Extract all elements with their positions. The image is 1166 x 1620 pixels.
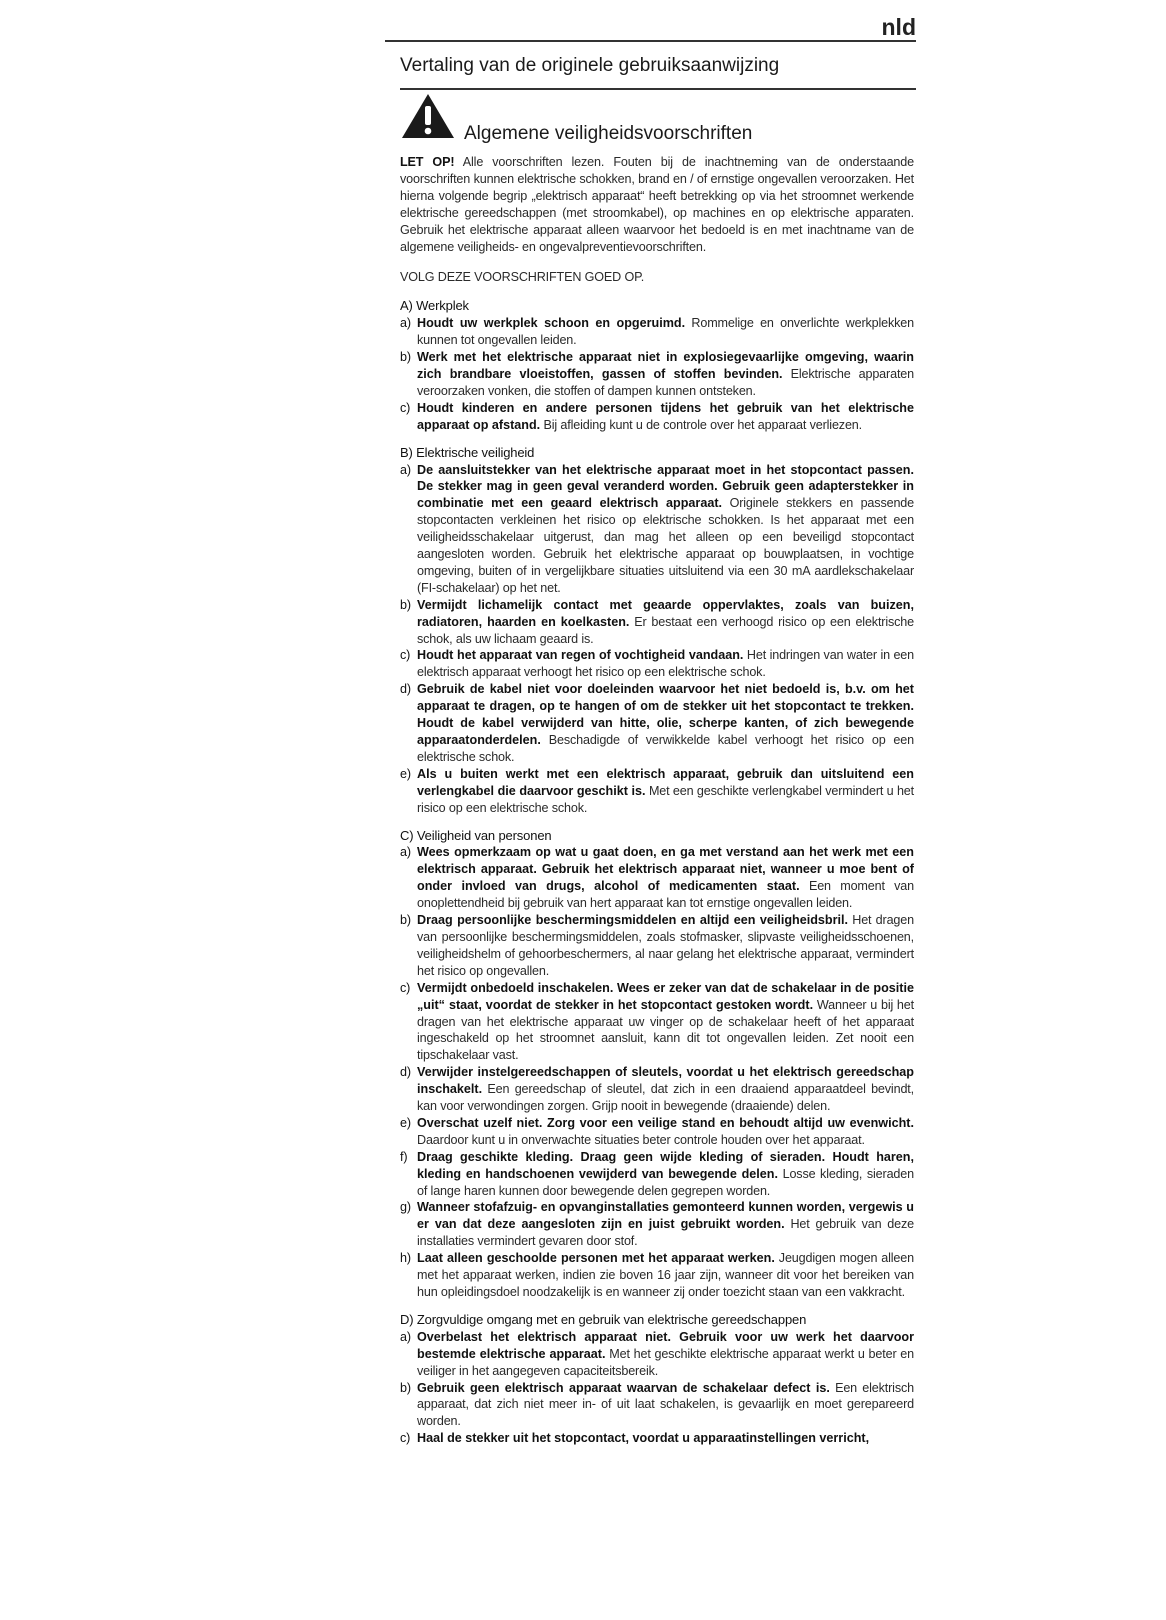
item-bold-text: Vermijdt onbedoeld inschakelen. Wees er zeker van dat de schakelaar in de positie „uit“ staat, voordat de stekker in het stopcontact gestoken wordt. <box>417 980 914 1012</box>
item-label: b) <box>400 597 411 612</box>
item-text <box>417 597 914 648</box>
section-title: D) Zorgvuldige omgang met en gebruik van elektrische gereedschappen <box>400 1311 807 1327</box>
list-item <box>400 1329 914 1380</box>
item-label: c) <box>400 400 411 415</box>
title-rule <box>400 88 916 90</box>
item-label: g) <box>400 1200 411 1215</box>
item-label: c) <box>400 980 411 995</box>
intro-warning: LET OP! <box>400 155 455 169</box>
item-text <box>417 1064 914 1115</box>
item-label: c) <box>400 648 411 663</box>
item-text <box>417 980 914 1065</box>
item-text <box>417 400 914 434</box>
item-text <box>417 315 914 349</box>
item-bold-text: Overschat uzelf niet. Zorg voor een veilige stand en behoudt altijd uw evenwicht. <box>417 1115 914 1130</box>
item-text <box>417 1329 914 1380</box>
item-label: c) <box>400 1431 411 1446</box>
section <box>400 1312 914 1447</box>
section-heading: Algemene veiligheidsvoorschriften <box>464 123 753 144</box>
sections-container <box>400 298 914 1447</box>
list-item <box>400 1149 914 1200</box>
item-label: d) <box>400 682 411 697</box>
item-text <box>417 462 914 597</box>
item-normal-text: Losse kleding, sieraden of lange haren kunnen door bewegende delen gegrepen worden. <box>417 1166 914 1198</box>
list-item <box>400 1199 914 1250</box>
item-bold-text: Gebruik de kabel niet voor doeleinden waarvoor het niet bedoeld is, b.v. om het apparaat te dragen, op te hangen of om de stekker uit het stopcontact te trekken. Houdt de kabel verwijderd van hitte, olie, scherpe kanten, of zich bewegende apparaatonderdelen. <box>417 682 914 747</box>
item-normal-text: Met het geschikte elektrische apparaat werkt u beter en veiliger in het aangegeven capaciteitsbereik. <box>417 1346 914 1378</box>
list-item <box>400 1115 914 1149</box>
item-label: f) <box>400 1149 408 1164</box>
warning-triangle-icon <box>400 92 456 140</box>
top-rule <box>385 40 916 42</box>
item-label: b) <box>400 350 411 365</box>
item-text <box>417 1430 914 1447</box>
item-label: a) <box>400 462 411 477</box>
item-normal-text: Het indringen van water in een elektrisch apparaat verhoogt het risico op een elektrische schok. <box>417 648 915 680</box>
item-normal-text: Rommelige en onverlichte werkplekken kunnen tot ongevallen leiden. <box>417 316 914 348</box>
item-normal-text: Het dragen van persoonlijke beschermingsmiddelen, zoals stofmasker, slipvaste veiligheidsschoenen, veiligheidshelm of gehoorbeschermers, al naar gelang het elektrische apparaat, vermindert het risico op ongevallen. <box>417 913 914 978</box>
item-bold-text: Wees opmerkzaam op wat u gaat doen, en ga met verstand aan het werk met een elektrisch apparaat. Gebruik het elektrisch apparaat niet, wanneer u moe bent of onder invloed van drugs, alcohol of medicamenten staat. <box>417 845 914 894</box>
item-normal-text: Met een geschikte verlengkabel vermindert u het risico op een elektrische schok. <box>417 783 914 815</box>
item-text <box>417 681 914 766</box>
item-label: e) <box>400 766 411 781</box>
list-item <box>400 597 914 648</box>
item-bold-text: De aansluitstekker van het elektrische apparaat moet in het stopcontact passen. De stekker mag in geen geval veranderd worden. Gebruik geen adapterstekker in combinatie met een geaard elektrisch apparaat. <box>417 462 914 511</box>
list-item <box>400 844 914 912</box>
item-label: a) <box>400 1329 411 1344</box>
item-text <box>417 844 914 912</box>
list-item <box>400 681 914 766</box>
item-bold-text: Draag geschikte kleding. Draag geen wijde kleding of sieraden. Houdt haren, kleding en handschoenen vewijderd van bewegende delen. <box>417 1149 914 1181</box>
list-item <box>400 462 914 597</box>
list-item <box>400 315 914 349</box>
list-item <box>400 766 914 817</box>
item-normal-text: Daardoor kunt u in onverwachte situaties beter controle houden over het apparaat. <box>417 1132 865 1147</box>
item-label: b) <box>400 1380 411 1395</box>
intro-text: Alle voorschriften lezen. Fouten bij de inachtneming van de onderstaande voorschriften kunnen elektrische schokken, brand en / of ernstige ongevallen veroorzaken. Het hierna volgende begrip „elektrisch apparaat“ heeft betrekking op via het stroomnet werkende elektrische gereedschappen (met stroomkabel), op machines en op elektrische apparaten. Gebruik het elektrische apparaat alleen waarvoor het bedoeld is en met inachtname van de algemene veiligheids- en ongevalpreventievoorschriften. <box>400 155 914 254</box>
item-bold-text: Draag persoonlijke beschermingsmiddelen en altijd een veiligheidsbril. <box>417 913 848 928</box>
section <box>400 828 914 1301</box>
item-text <box>417 1250 914 1301</box>
item-normal-text: Bij afleiding kunt u de controle over het apparaat verliezen. <box>540 417 863 432</box>
item-text <box>417 349 914 400</box>
item-text <box>417 766 914 817</box>
item-label: b) <box>400 913 411 928</box>
item-text <box>417 912 914 980</box>
list-item <box>400 1064 914 1115</box>
list-item <box>400 912 914 980</box>
item-bold-text: Vermijdt lichamelijk contact met geaarde oppervlaktes, zoals van buizen, radiatoren, haarden en koelkasten. <box>417 597 914 629</box>
section-title: B) Elektrische veiligheid <box>400 444 535 460</box>
item-label: e) <box>400 1115 411 1130</box>
item-normal-text: Jeugdigen mogen alleen met het apparaat werken, indien zie boven 16 jaar zijn, wanneer dit voor het bereiken van hun opleidingsdoel noodzakelijk is en wanneer zij onder toezicht staan van een vakkracht. <box>417 1251 914 1299</box>
item-bold-text: Overbelast het elektrisch apparaat niet. Gebruik voor uw werk het daarvoor bestemde elektrische apparaat. <box>417 1329 914 1361</box>
section-title: C) Veiligheid van personen <box>400 827 552 843</box>
item-label: d) <box>400 1065 411 1080</box>
list-item <box>400 400 914 434</box>
section <box>400 445 914 817</box>
item-bold-text: Wanneer stofafzuig- en opvanginstallaties gemonteerd kunnen worden, vergewis u er van dat deze aangesloten zijn en juist gebruikt worden. <box>417 1200 914 1232</box>
item-text <box>417 1115 914 1149</box>
item-normal-text: Een elektrisch apparaat, dat zich niet meer in- of uit laat schakelen, is gevaarlijk en moet gerepareerd worden. <box>417 1380 914 1429</box>
list-item <box>400 980 914 1065</box>
item-label: a) <box>400 316 411 331</box>
item-text <box>417 647 914 681</box>
item-normal-text: Elektrische apparaten veroorzaken vonken, die stoffen of dampen kunnen ontsteken. <box>417 366 914 398</box>
item-normal-text: Het gebruik van deze installaties vermindert gevaren door stof. <box>417 1217 914 1249</box>
item-normal-text: Een gereedschap of sleutel, dat zich in een draaiend apparaatdeel bevindt, kan voor verwondingen zorgen. Grijp nooit in bewegende (draaiende) delen. <box>417 1082 914 1114</box>
language-code: nld <box>881 14 916 40</box>
item-bold-text: Houdt uw werkplek schoon en opgeruimd. <box>417 316 686 331</box>
list-item <box>400 647 914 681</box>
item-text <box>417 1149 914 1200</box>
item-normal-text: Een moment van onoplettendheid bij gebruik van hert apparaat kan tot ernstige ongevallen leiden. <box>417 879 914 911</box>
intro-paragraph <box>400 154 914 255</box>
item-normal-text: Wanneer u bij het dragen van het elektrische apparaat uw vinger op de schakelaar heeft of het apparaat ingeschakeld op het stroomnet aansluit, kann dit tot ongevallen leiden. Zet nooit een tipschakelaar vast. <box>417 997 914 1063</box>
keep-instructions: VOLG DEZE VOORSCHRIFTEN GOED OP. <box>400 270 645 285</box>
item-bold-text: Haal de stekker uit het stopcontact, voordat u apparaatinstellingen verricht, <box>417 1431 870 1446</box>
item-bold-text: Laat alleen geschoolde personen met het apparaat werken. <box>417 1251 775 1266</box>
item-bold-text: Gebruik geen elektrisch apparaat waarvan de schakelaar defect is. <box>417 1380 830 1395</box>
list-item <box>400 1430 914 1447</box>
item-text <box>417 1199 914 1250</box>
document-title: Vertaling van de originele gebruiksaanwijzing <box>400 55 780 76</box>
item-label: a) <box>400 845 411 860</box>
section <box>400 298 914 433</box>
item-normal-text: Er bestaat een verhoogd risico op een elektrische schok, als uw lichaam geaard is. <box>417 614 915 646</box>
item-bold-text: Werk met het elektrische apparaat niet in explosiegevaarlijke omgeving, waarin zich brandbare vloeistoffen, gassen of stoffen bevinden. <box>417 350 914 381</box>
item-bold-text: Houdt het apparaat van regen of vochtigheid vandaan. <box>417 648 744 663</box>
section-title: A) Werkplek <box>400 298 469 314</box>
document-body <box>400 154 914 1458</box>
list-item <box>400 349 914 400</box>
item-bold-text: Als u buiten werkt met een elektrisch apparaat, gebruik dan uitsluitend een verlengkabel die daarvoor geschikt is. <box>417 766 914 798</box>
item-bold-text: Houdt kinderen en andere personen tijdens het gebruik van het elektrische apparaat op afstand. <box>417 400 914 432</box>
item-normal-text: Beschadigde of verwikkelde kabel verhoogt het risico op een elektrische schok. <box>417 733 914 764</box>
item-label: h) <box>400 1251 411 1266</box>
item-bold-text: Verwijder instelgereedschappen of sleutels, voordat u het elektrisch gereedschap inschakelt. <box>417 1065 914 1097</box>
item-text <box>417 1380 914 1431</box>
item-normal-text: Originele stekkers en passende stopcontacten verkleinen het risico op elektrische schokken. Is het apparaat met een veiligheidsschakelaar uitgerust, dan mag het alleen op een beveiligd stopcontact aangesloten worden. Gebruik het elektrische apparaat op bouwplaatsen, in vochtige omgeving, buiten of in vergelijkbare situaties uitsluitend via een 30 mA aardlekschakelaar (FI-schakelaar) op het net. <box>417 496 915 595</box>
list-item <box>400 1380 914 1431</box>
list-item <box>400 1250 914 1301</box>
